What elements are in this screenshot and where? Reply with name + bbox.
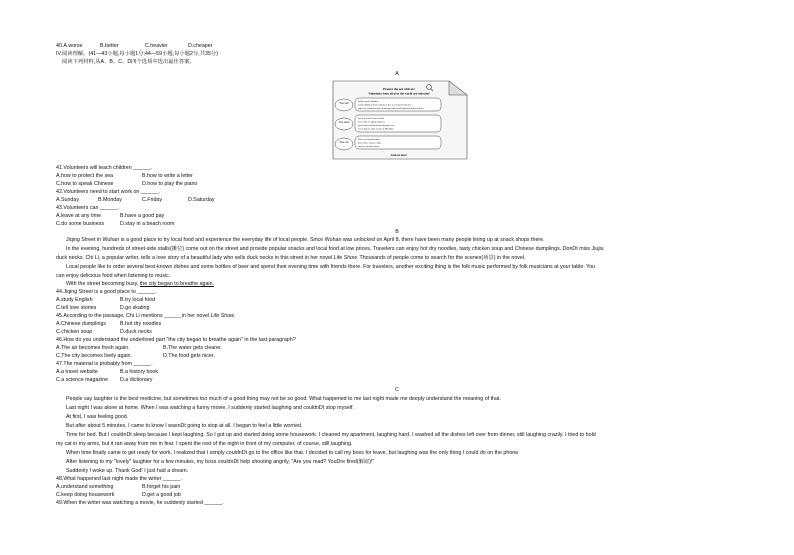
you-need-text-2: to be able to speak Chinese. [358,120,386,124]
q45-option-d: D.duck necks [120,329,152,335]
q44-option-c: C.tell love stories [56,305,97,311]
you-will-text-1: help recycle plastics. [358,100,379,103]
q48-option-c: C.keep doing housework [56,492,115,498]
passage-c-p8: Suddenly I woke up. Thank God! I just had a dream. [66,468,189,474]
q40-option-c: C.heavier [145,43,168,49]
passage-c-p5b: my cat in my arms, but it ran away from me in fear. I spent the rest of the night in front of my computer, of course, still laughing. [56,441,353,447]
q46-option-c: C.The city becomes lively again. [56,353,132,359]
q47-option-c: C.a science magazine [56,377,109,383]
q49: 49.When the writer was watching a movie, he suddenly started ______. [56,500,224,506]
q48-option-b: B.forget his pain [142,484,181,490]
q48-option-d: D.get a good job [142,492,181,498]
q43-option-d: D.stay in a beach room [120,221,175,227]
you-need-text-4: to be able to start work on Monday. [358,127,394,131]
passage-c-p7: After listening to my "lovely" laughter for a few minutes, my boss couldnDt help shouting angrily, "Are you mad? YouDre fired(解雇)!" [66,459,375,465]
q46-option-a: A.The air becomes fresh again. [56,345,130,351]
poster-footer: Join us now! [390,153,408,157]
you-need-text-1: to be at least 18 years old. [358,117,385,120]
you-can-text-1: have several activities. [358,138,381,141]
q41-option-c: C.how to speak Chinese [56,181,114,187]
passage-b-p3a: Local people like to order several best-known dishes and some bottles of beer and spend their evening time with friends there. For travelers, another exciting thing is the folk music performed by folk musicians at your table. You [66,264,596,270]
q46: 46.How do you understand the underlined part "the city began to breathe again" in the last paragraph? [56,337,296,343]
you-need-label: You need [338,121,350,124]
q48: 48.What happened last night made the writer ______. [56,476,183,482]
q45-option-b: B.hot dry noodles [120,321,162,327]
q41-option-d: D.how to play the piano [142,181,198,187]
q43-option-c: C.do some business [56,221,104,227]
q42-option-c: C.Friday [142,197,163,203]
q46-option-b: B.The water gets clearer. [163,345,222,351]
q47-option-b: B.a history book [120,369,158,375]
passage-b-p2a: In the evening, hundreds of street-side stalls(摊位) come out on the street and provide popular snacks and local food at low prices. Travelers can enjoy hot dry noodles, tasty chicken soup and Chinese dumplings..DonDt miss Jiujiu [66,246,604,252]
passage-b-letter: B [395,229,399,235]
q43-option-b: B.have a good pay [120,213,165,219]
q41-option-b: B.how to write a letter [142,173,193,179]
q43: 43.Volunteers can ______. [56,205,120,211]
you-will-text-2: teach children how to protect the sea in local schools. [358,103,412,107]
you-need-text-3: to be interested in protecting the sea. [358,124,395,127]
q41: 41.Volunteers will teach children ______. [56,165,153,171]
q47: 47.The material is probably from ______. [56,361,153,367]
section-instruction: 阅读下列材料,从A、B、C、D四个选项中选出最佳答案。 [62,59,195,65]
passage-c-p3: At first, I was feeling good. [66,414,129,420]
q40-option-d: D.cheaper [188,43,213,49]
passage-c-p4: But after about 5 minutes, I came to know I wasnDt going to stop at all. I began to feel a little worried. [66,423,303,429]
q45-option-a: A.Chinese dumplings [56,321,107,327]
q44-option-d: D.go skating [120,305,150,311]
passage-c-p5a: Time for bed. But I couldnDt sleep because I kept laughing. So I got up and started doing some housework. I cleaned my apartment, laughing hard. I washed all the dishes left over from dinner, still laughing crazily. I tried to hold [66,432,596,438]
q44-option-a: A.study English [56,297,93,303]
q44-option-b: B.try local food [120,297,156,303]
you-can-text-2: have three meals a day. [358,141,382,145]
passage-c-p6: When time finally came to get ready for work, I realized that I simply couldnDt go to the office like that. I decided to call my boss for leave, but laughing was the only thing I could do on the phone. [66,450,520,456]
you-can-text-3: stay in a beach room. [358,145,380,148]
q46-option-d: D.The food gets nicer. [163,353,215,359]
volunteer-poster [331,79,469,161]
passage-b-p2b: duck necks. Chi Li, a popular writer, tells a love story of a beautiful lady who sells duck necks in this street in her novel Life Show. Thousands of people come to search for the scenes(场景) in the novel. [56,255,526,261]
section-heading: IV.阅读理解。(41—43小题,每小题1分;44—59小题,每小题2分,共35分) [56,51,218,57]
passage-c-p2: Last night I was alone at home. When I was watching a funny movie, I suddenly started laughing and couldnDt stop myself. [66,405,354,411]
passage-b-p1: Jiqing Street in Wuhan is a good place to try local food and experience the everyday life of local people. Since Wuhan was unlocked on April 8, there have been many people lining up at snack shops there. [66,237,545,243]
poster-title1: Protect the sea with us! [383,87,415,91]
q43-option-a: A.leave at any time [56,213,102,219]
q42-option-a: A.Sunday [56,197,79,203]
q45: 45.According to the passage, Chi Li mentions ______in her novel Life Show. [56,313,236,319]
you-will-text-3: join us to watch beach clean-ups with local students and teachers. [358,107,424,110]
passage-c-p1: People say laughter is the best medicine, but sometimes too much of a good thing may not be so good. What happened to me last night made me deeply understand the meaning of that. [66,396,501,402]
q45-option-c: C.chicken soup [56,329,93,335]
you-will-label: You will [339,102,349,105]
q48-option-a: A.understand something [56,484,114,490]
poster-title2: Volunteers from all over the world are welcome! [368,91,430,96]
q47-option-d: D.a dictionary [120,377,153,383]
q42-option-b: B.Monday [98,197,122,203]
q47-option-a: A.a travel website [56,369,98,375]
passage-c-letter: C [395,387,399,393]
q41-option-a: A.how to protect the sea [56,173,114,179]
passage-a-letter: A [395,71,399,77]
q44: 44.Jiqing Street is a good place to ______. [56,289,157,295]
q40-option-b: B.better [100,43,119,49]
you-can-label: You can [339,141,349,144]
q42: 42.Volunteers need to start work on ______. [56,189,160,195]
passage-b-p4: With the street becoming busy, the city began to breathe again. [66,281,215,287]
q42-option-d: D.Saturday [188,197,215,203]
passage-b-p3b: can enjoy delicious food when listening to music. [56,273,171,279]
q40-option-a: 40.A.worse [56,43,83,49]
